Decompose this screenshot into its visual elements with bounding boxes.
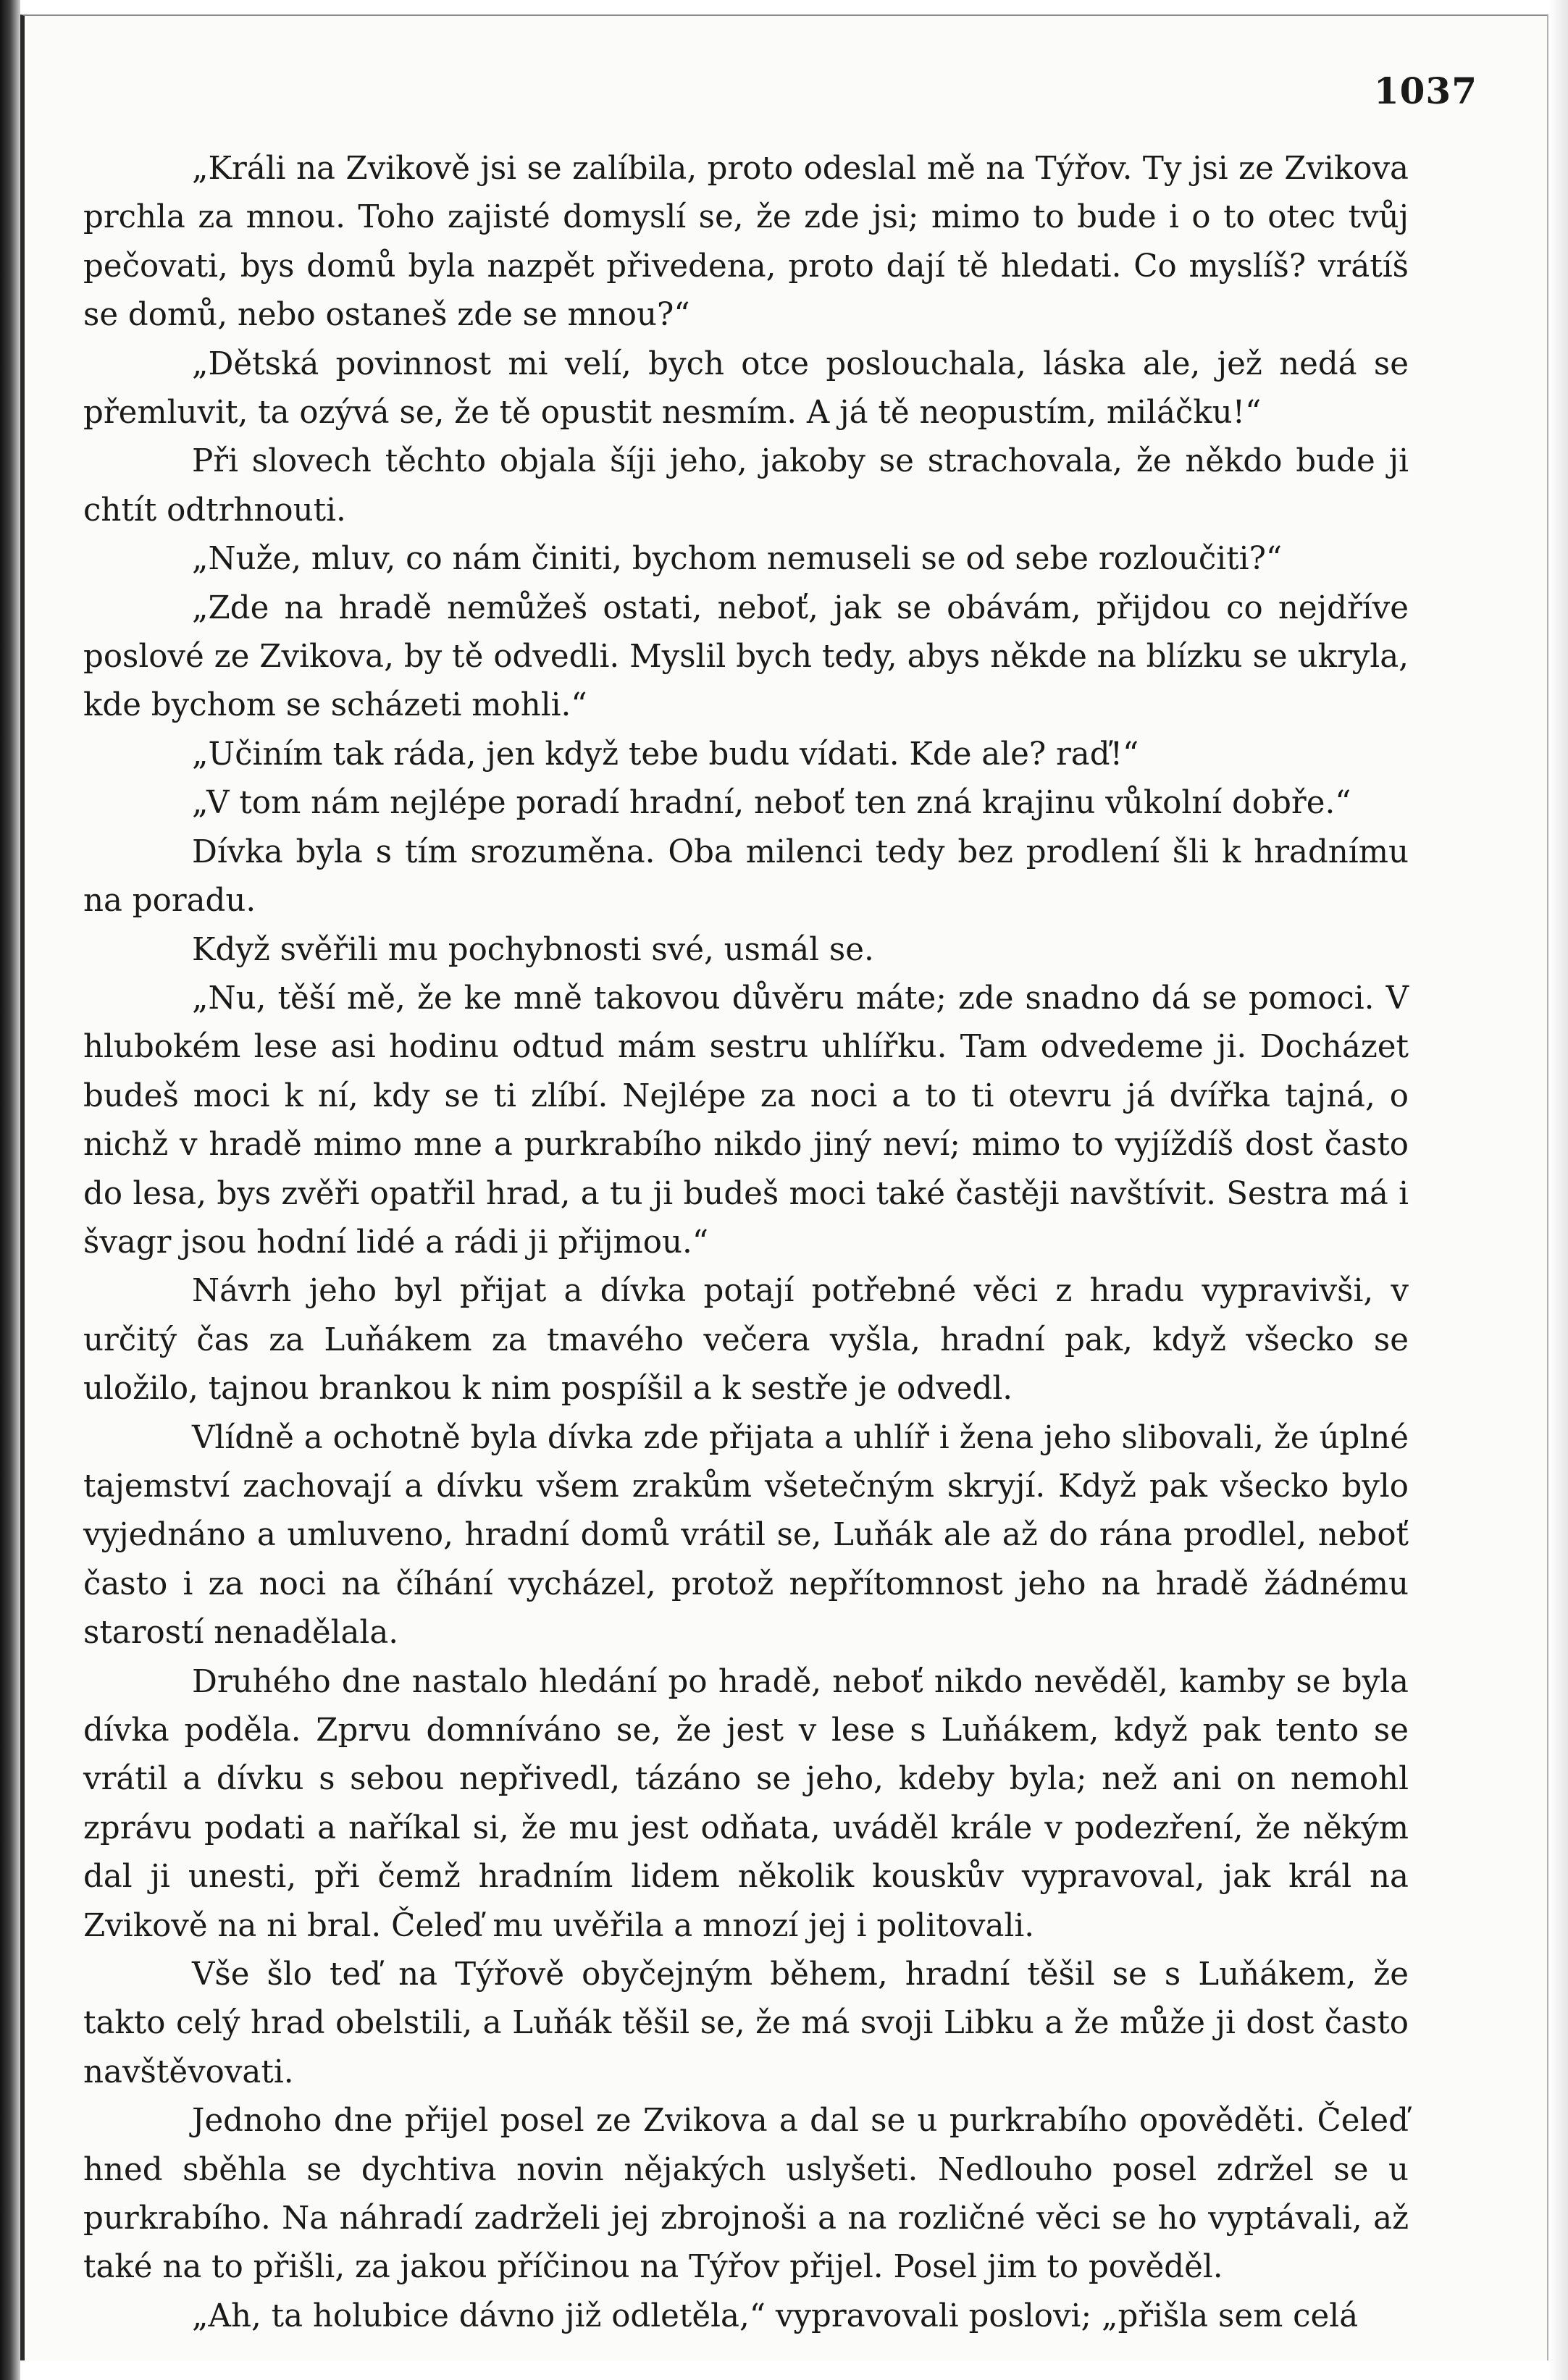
scan-edge (1549, 0, 1568, 2380)
paragraph-6: „Učiním tak ráda, jen když tebe budu vídati. Kde ale? raď!“ (192, 736, 1139, 773)
paragraph-16: „Ah, ta holubice dávno již odletěla,“ vypravovali poslovi; „přišla sem celá (192, 2297, 1359, 2334)
paragraph-10: „Nu, těší mě, že ke mně takovou důvěru máte; zde snadno dá se pomoci. V hlubokém lese asi hodinu odtud mám sestru uhlířku. Tam odvedeme ji. Docházet budeš moci k ní, kdy se ti zlíbí. Nejlépe za noci a to ti otevru já dvířka tajná, o nichž v hradě mimo mne a purkrabího nikdo jiný neví; mimo to vyjíždíš dost často do lesa, bys zvěři opatřil hrad, a tu ji budeš moci také častěji navštívit. Sestra má i švagr jsou hodní lidé a rádi ji přijmou.“ (83, 980, 1409, 1261)
paragraph-8: Dívka byla s tím srozuměna. Oba milenci tedy bez prodlení šli k hradnímu na poradu. (83, 833, 1409, 920)
paragraph-11: Návrh jeho byl přijat a dívka potají potřebné věci z hradu vypravivši, v určitý čas za Luňákem za tmavého večera vyšla, hradní pak, když všecko se uložilo, tajnou brankou k nim pospíšil a k sestře je odvedl. (83, 1273, 1409, 1408)
paragraph-5: „Zde na hradě nemůžeš ostati, neboť, jak se obávám, přijdou co nejdříve poslové ze Zvikova, by tě odvedli. Myslil bych tedy, abys někde na blízku se ukryla, kde bychom se scházeti mohli.“ (83, 589, 1409, 724)
paragraph-13: Druhého dne nastalo hledání po hradě, neboť nikdo nevěděl, kamby se byla dívka poděla. Zprvu domníváno se, že jest v lese s Luňákem, když pak tento se vrátil a dívku s sebou nepřivedl, tázáno se jeho, kdeby byla; než ani on nemohl zprávu podati a naříkal si, že mu jest odňata, uváděl krále v podezření, že někým dal ji unesti, při čemž hradním lidem několik kouskův vypravoval, jak král na Zvikově na ni bral. Čeleď mu uvěřila a mnozí jej i politovali. (83, 1663, 1409, 1944)
paragraph-3: Při slovech těchto objala šíji jeho, jakoby se strachovala, že někdo bude ji chtít odtrhnouti. (83, 443, 1409, 529)
paragraph-12: Vlídně a ochotně byla dívka zde přijata a uhlíř i žena jeho slibovali, že úplné tajemství zachovají a dívku všem zrakům všetečným skryjí. Když pak všecko bylo vyjednáno a umluveno, hradní domů vrátil se, Luňák ale až do rána prodlel, neboť často i za noci na číhání vycházel, protož nepřítomnost jeho na hradě žádnému starostí nenadělala. (83, 1419, 1409, 1652)
page-number: 1037 (1373, 70, 1477, 112)
paragraph-4: „Nuže, mluv, co nám činiti, bychom nemuseli se od sebe rozloučiti?“ (192, 541, 1283, 578)
paragraph-2: „Dětská povinnost mi velí, bych otce poslouchala, láska ale, jež nedá se přemluvit, ta ozývá se, že tě opustit nesmím. A já tě neopustím, miláčku!“ (83, 345, 1409, 432)
paragraph-1: „Králi na Zvikově jsi se zalíbila, proto odeslal mě na Týřov. Ty jsi ze Zvikova prchla za mnou. Toho zajisté domyslí se, že zde jsi; mimo to bude i o to otec tvůj pečovati, bys domů byla nazpět přivedena, proto dají tě hledati. Co myslíš? vrátíš se domů, nebo ostaneš zde se mnou?“ (83, 151, 1409, 334)
paragraph-7: „V tom nám nejlépe poradí hradní, neboť ten zná krajinu vůkolní dobře.“ (192, 785, 1351, 822)
scan-binding-shadow (0, 0, 20, 2380)
paragraph-9: Když svěřili mu pochybnosti své, usmál se. (192, 931, 874, 968)
paragraph-15: Jednoho dne přijel posel ze Zvikova a dal se u purkrabího opověděti. Čeleď hned sběhla se dychtiva novin nějakých uslyšeti. Nedlouho posel zdržel se u purkrabího. Na náhradí zadrželi jej zbrojnoši a na rozličné věci se ho vyptávali, až také na to přišli, za jakou příčinou na Týřov přijel. Posel jim to pověděl. (83, 2103, 1409, 2286)
body-text (83, 145, 1409, 2341)
paragraph-14: Vše šlo teď na Týřově obyčejným během, hradní těšil se s Luňákem, že takto celý hrad obelstili, a Luňák těšil se, že má svoji Libku a že může ji dost často navštěvovati. (83, 1956, 1409, 2090)
